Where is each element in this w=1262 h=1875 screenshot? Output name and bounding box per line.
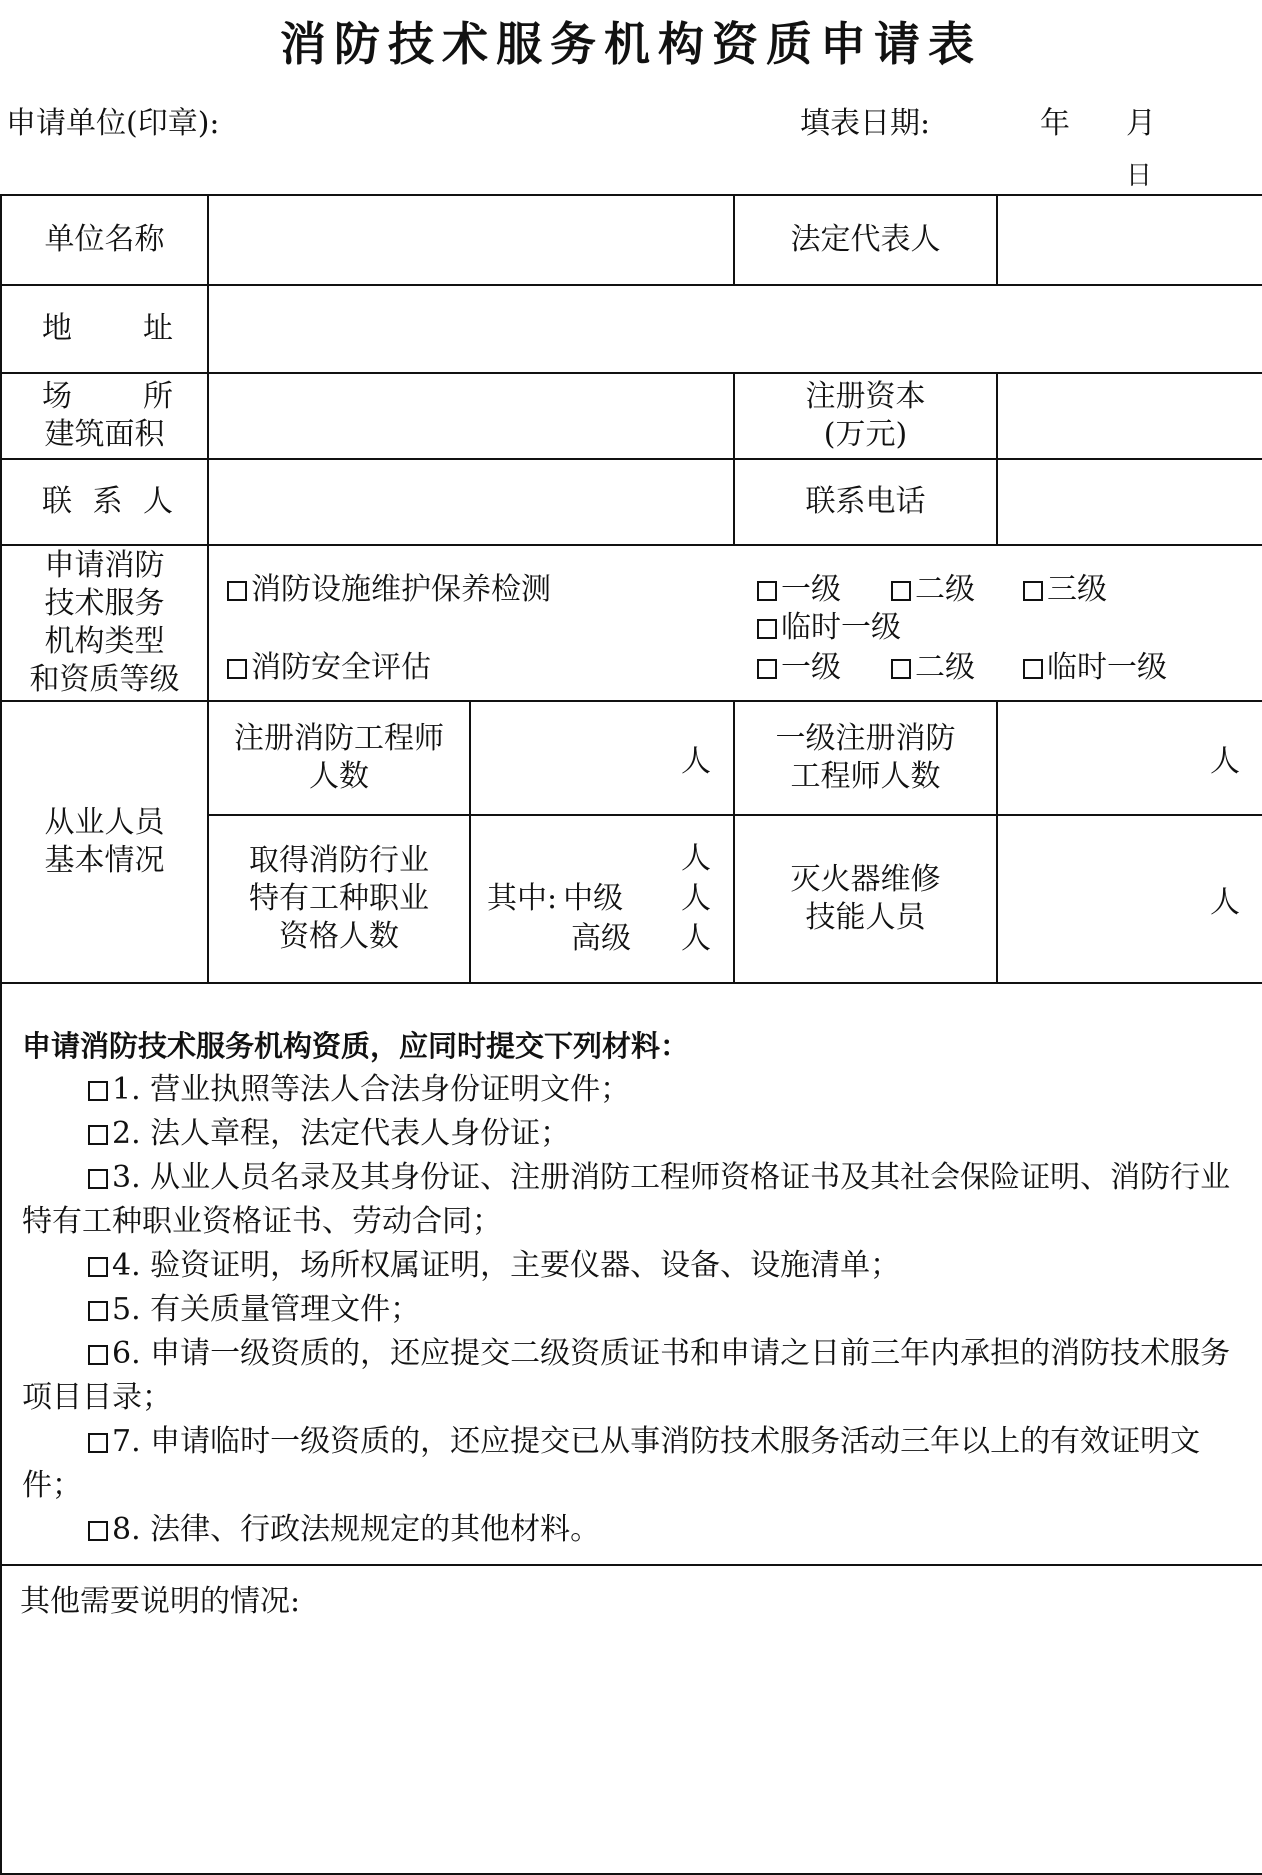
materials-heading: 申请消防技术服务机构资质，应同时提交下列材料： — [22, 1029, 690, 1063]
checkbox[interactable] — [1023, 581, 1043, 601]
checkbox[interactable] — [757, 659, 777, 679]
applicant-label: 申请单位(印章): — [6, 106, 220, 141]
checkbox[interactable] — [227, 581, 247, 601]
level1-engineer-count-field[interactable]: 人 — [997, 701, 1262, 815]
material-item-2[interactable]: 2. 法人章程，法定代表人身份证； — [22, 1112, 1246, 1156]
material-item-4[interactable]: 4. 验资证明，场所权属证明，主要仪器、设备、设施清单； — [22, 1244, 1246, 1288]
contact-field[interactable] — [208, 459, 734, 545]
checkbox[interactable] — [88, 1257, 108, 1277]
phone-label: 联系电话 — [734, 459, 997, 545]
cert-count-field[interactable]: 人 其中: 中级 人 高级 人 — [470, 815, 734, 983]
unit-name-field[interactable] — [208, 195, 734, 285]
checkbox[interactable] — [88, 1301, 108, 1321]
checkbox[interactable] — [88, 1433, 108, 1453]
checkbox[interactable] — [88, 1521, 108, 1541]
type2-level1[interactable]: 一级 — [757, 642, 841, 686]
type1-level2[interactable]: 二级 — [891, 564, 975, 608]
extinguisher-count-field[interactable]: 人 — [997, 815, 1262, 983]
application-form-table — [0, 194, 1262, 1875]
date-label: 填表日期: — [800, 106, 931, 141]
checkbox[interactable] — [88, 1345, 108, 1365]
material-item-8[interactable]: 8. 法律、行政法规规定的其他材料。 — [22, 1508, 1246, 1552]
date-day: 日 — [1126, 161, 1153, 191]
materials-section — [1, 983, 1262, 1565]
staff-label: 从业人员 基本情况 — [1, 701, 208, 983]
address-label: 地 址 — [1, 285, 208, 373]
phone-field[interactable] — [997, 459, 1262, 545]
extinguisher-label: 灭火器维修 技能人员 — [734, 815, 997, 983]
type1-level1[interactable]: 一级 — [757, 564, 841, 608]
level1-engineer-label: 一级注册消防 工程师人数 — [734, 701, 997, 815]
reg-capital-label: 注册资本 (万元) — [734, 373, 997, 459]
other-notes-section[interactable] — [1, 1565, 1262, 1874]
form-title: 消防技术服务机构资质申请表 — [280, 17, 982, 71]
type2-temp-level1[interactable]: 临时一级 — [1023, 642, 1167, 686]
reg-engineer-label: 注册消防工程师 人数 — [208, 701, 470, 815]
unit-name-label: 单位名称 — [1, 195, 208, 285]
material-item-5[interactable]: 5. 有关质量管理文件； — [22, 1288, 1246, 1332]
checkbox[interactable] — [757, 581, 777, 601]
type1-temp-level1[interactable]: 临时一级 — [757, 602, 901, 646]
checkbox[interactable] — [1023, 659, 1043, 679]
date-year: 年 — [1040, 106, 1070, 141]
qualification-options — [208, 545, 1262, 701]
material-item-6[interactable]: 6. 申请一级资质的，还应提交二级资质证书和申请之日前三年内承担的消防技术服务项目目录； — [22, 1336, 1231, 1415]
date-month: 月 — [1126, 106, 1156, 141]
mid-level-label: 中级 — [563, 881, 624, 916]
material-item-7[interactable]: 7. 申请临时一级资质的，还应提交已从事消防技术服务活动三年以上的有效证明文件； — [22, 1424, 1201, 1503]
checkbox[interactable] — [88, 1125, 108, 1145]
material-item-3[interactable]: 3. 从业人员名录及其身份证、注册消防工程师资格证书及其社会保险证明、消防行业特有工种职业资格证书、劳动合同； — [22, 1160, 1231, 1239]
among-label: 其中: — [487, 881, 558, 916]
type2-level2[interactable]: 二级 — [891, 642, 975, 686]
type1-level3[interactable]: 三级 — [1023, 564, 1107, 608]
reg-capital-field[interactable] — [997, 373, 1262, 459]
checkbox[interactable] — [227, 659, 247, 679]
checkbox[interactable] — [891, 581, 911, 601]
site-area-label: 场 所 建筑面积 — [1, 373, 208, 459]
contact-label: 联 系 人 — [1, 459, 208, 545]
material-item-1[interactable]: 1. 营业执照等法人合法身份证明文件； — [22, 1068, 1246, 1112]
checkbox[interactable] — [757, 619, 777, 639]
legal-rep-label: 法定代表人 — [734, 195, 997, 285]
site-area-field[interactable] — [208, 373, 734, 459]
type1-option[interactable]: 消防设施维护保养检测 — [227, 564, 551, 608]
cert-count-label: 取得消防行业 特有工种职业 资格人数 — [208, 815, 470, 983]
checkbox[interactable] — [88, 1169, 108, 1189]
type2-option[interactable]: 消防安全评估 — [227, 642, 431, 686]
high-level-label: 高级 — [571, 921, 631, 956]
reg-engineer-count-field[interactable]: 人 — [470, 701, 734, 815]
checkbox[interactable] — [88, 1081, 108, 1101]
legal-rep-field[interactable] — [997, 195, 1262, 285]
checkbox[interactable] — [891, 659, 911, 679]
address-field[interactable] — [208, 285, 1262, 373]
other-notes-label: 其他需要说明的情况: — [20, 1584, 301, 1619]
qualification-label: 申请消防 技术服务 机构类型 和资质等级 — [1, 545, 208, 701]
